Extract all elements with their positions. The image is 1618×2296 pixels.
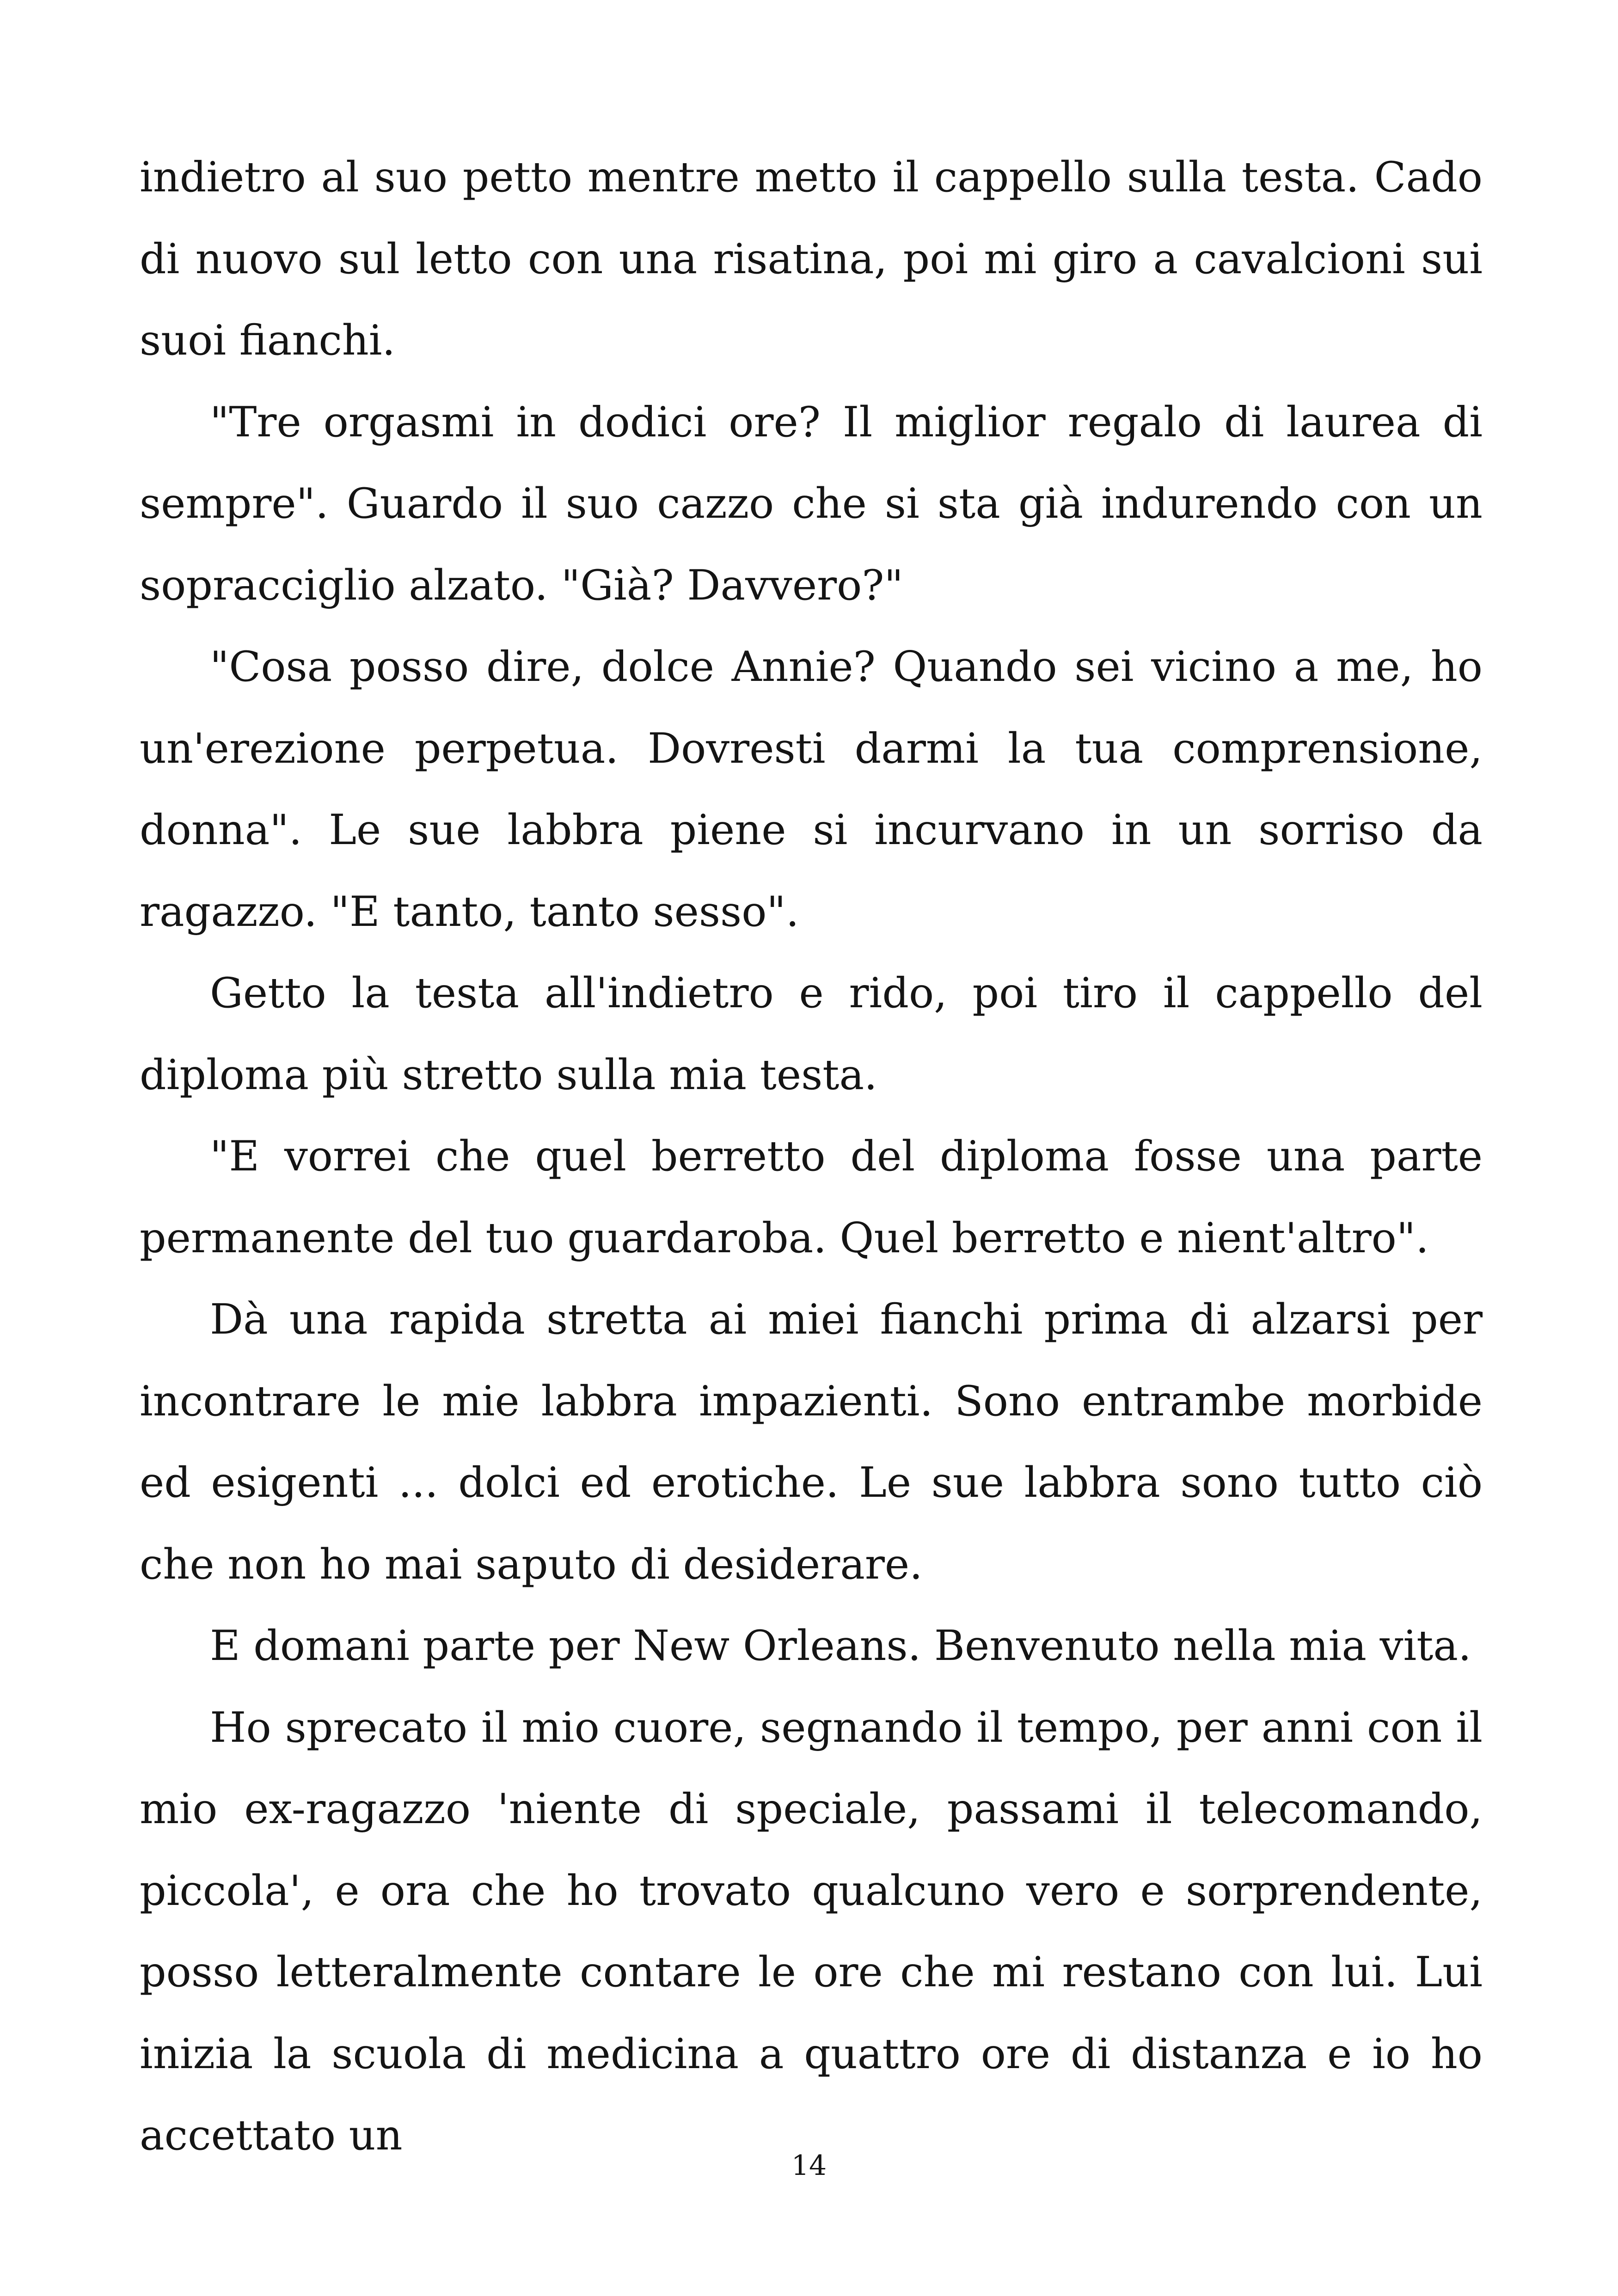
paragraph-3: "Cosa posso dire, dolce Annie? Quando sei vicino a me, ho un'erezione perpetua. Dovresti darmi la tua comprensione, donna". Le sue labbra piene si incurvano in un sorriso da ragazzo. "E tanto, tanto sesso". [140,643,1483,936]
paragraph-4: Getto la testa all'indietro e rido, poi tiro il cappello del diploma più stretto sulla mia testa. [140,969,1483,1099]
paragraph-8: Ho sprecato il mio cuore, segnando il tempo, per anni con il mio ex-ragazzo 'niente di speciale, passami il telecomando, piccola', e ora che ho trovato qualcuno vero e sorprendente, posso letteralmente contare le ore che mi restano con lui. Lui inizia la scuola di medicina a quattro ore di distanza e io ho accettato un [140,1703,1483,2160]
body-text [140,137,1483,2177]
paragraph-7: E domani parte per New Orleans. Benvenuto nella mia vita. [210,1622,1471,1670]
paragraph-2: "Tre orgasmi in dodici ore? Il miglior regalo di laurea di sempre". Guardo il suo cazzo che si sta già indurendo con un sopracciglio alzato. "Già? Davvero?" [140,398,1483,610]
paragraph-5: "E vorrei che quel berretto del diploma fosse una parte permanente del tuo guardaroba. Quel berretto e nient'altro". [140,1132,1483,1262]
paragraph-6: Dà una rapida stretta ai miei fianchi prima di alzarsi per incontrare le mie labbra impazienti. Sono entrambe morbide ed esigenti ... dolci ed erotiche. Le sue labbra sono tutto ciò che non ho mai saputo di desiderare. [140,1295,1483,1589]
page-number: 14 [791,2149,827,2182]
paragraph-1: indietro al suo petto mentre metto il cappello sulla testa. Cado di nuovo sul letto con una risatina, poi mi giro a cavalcioni sui suoi fianchi. [140,153,1483,365]
